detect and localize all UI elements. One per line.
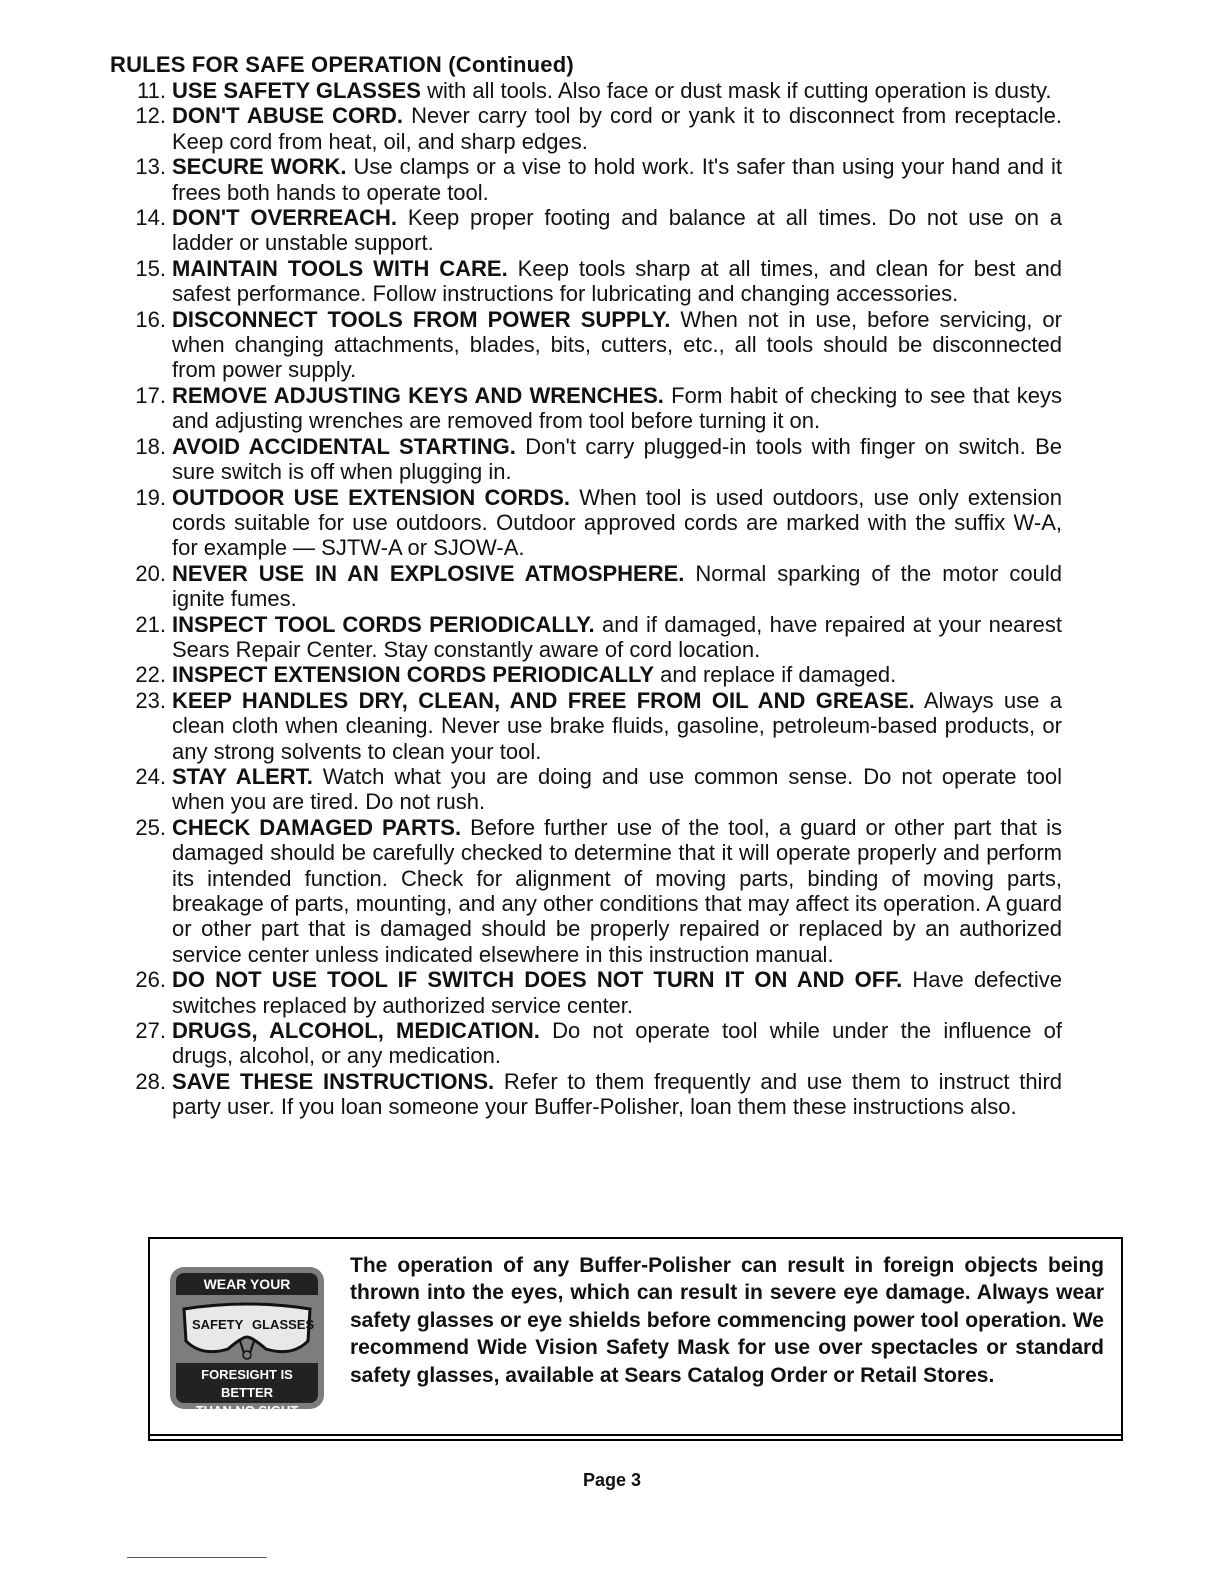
rule-text: Have defective switches replaced by authorized service center. bbox=[172, 967, 1062, 1018]
page-number: Page 3 bbox=[582, 1470, 642, 1490]
rule-number: 14. bbox=[135, 205, 166, 231]
rule-item bbox=[110, 154, 1062, 205]
rule-item bbox=[110, 256, 1062, 307]
rule-number: 19. bbox=[135, 484, 166, 510]
footer-rule bbox=[127, 1557, 267, 1558]
rule-item bbox=[110, 688, 1062, 764]
badge-left-lens-text: SAFETY bbox=[192, 1317, 244, 1332]
rule-title: DON'T ABUSE CORD. bbox=[172, 103, 403, 129]
rule-number: 11. bbox=[137, 78, 166, 103]
badge-bottom-label bbox=[176, 1363, 318, 1418]
rule-item bbox=[110, 205, 1062, 256]
rule-item bbox=[110, 1018, 1062, 1069]
rule-text: Normal sparking of the motor could ignite fumes. bbox=[172, 560, 1062, 612]
rule-item bbox=[110, 967, 1062, 1018]
rule-title: DRUGS, ALCOHOL, MEDICATION. bbox=[172, 1018, 540, 1044]
rule-item bbox=[110, 307, 1062, 383]
rule-title: REMOVE ADJUSTING KEYS AND WRENCHES. bbox=[172, 382, 664, 408]
rule-number: 28. bbox=[135, 1068, 166, 1094]
badge-bottom-line-2: THAN NO SIGHT bbox=[195, 1403, 299, 1418]
rule-title: INSPECT TOOL CORDS PERIODICALLY. bbox=[172, 611, 595, 637]
rule-text: with all tools. Also face or dust mask if cutting operation is dusty. bbox=[420, 78, 1052, 103]
rule-title: STAY ALERT. bbox=[172, 763, 313, 789]
rule-title: SECURE WORK. bbox=[172, 154, 347, 180]
rule-number: 16. bbox=[135, 306, 166, 332]
rule-item bbox=[110, 612, 1062, 663]
rule-text: Use clamps or a vise to hold work. It's safer than using your hand and it frees both hands to operate tool. bbox=[172, 154, 1063, 205]
rule-text: Form habit of checking to see that keys and adjusting wrenches are removed from tool before turning it on. bbox=[172, 382, 1062, 434]
rule-item bbox=[110, 78, 1062, 103]
rule-number: 12. bbox=[135, 103, 166, 129]
rule-number: 20. bbox=[135, 560, 166, 586]
rule-item bbox=[110, 383, 1062, 434]
rule-number: 15. bbox=[135, 255, 166, 281]
rule-title: SAVE THESE INSTRUCTIONS. bbox=[172, 1068, 495, 1094]
rule-text: Do not operate tool while under the influence of drugs, alcohol, or any medication. bbox=[172, 1018, 1063, 1069]
rule-title: DON'T OVERREACH. bbox=[172, 205, 398, 231]
badge-right-lens-text: GLASSES bbox=[252, 1317, 315, 1332]
rule-item bbox=[110, 434, 1062, 485]
rule-title: DISCONNECT TOOLS FROM POWER SUPPLY. bbox=[172, 306, 671, 332]
warning-box bbox=[148, 1237, 1123, 1441]
rule-text: and replace if damaged. bbox=[654, 662, 897, 688]
rule-item bbox=[110, 103, 1062, 154]
rule-title: KEEP HANDLES DRY, CLEAN, AND FREE FROM OIL AND GREASE. bbox=[172, 687, 915, 713]
rule-text: When tool is used outdoors, use only extension cords suitable for use outdoors. Outdoor approved cords are marked with the suffix W-A, for example — SJTW-A or SJOW-A. bbox=[172, 484, 1062, 561]
rule-title: USE SAFETY GLASSES bbox=[172, 78, 421, 103]
rule-number: 23. bbox=[135, 687, 166, 713]
rule-item bbox=[110, 1069, 1062, 1120]
rule-title: INSPECT EXTENSION CORDS PERIODICALLY bbox=[172, 662, 655, 688]
rule-title: DO NOT USE TOOL IF SWITCH DOES NOT TURN IT ON AND OFF. bbox=[172, 967, 903, 993]
safety-glasses-badge bbox=[170, 1267, 324, 1418]
rule-item bbox=[110, 662, 1062, 687]
rule-item bbox=[110, 561, 1062, 612]
rule-text: Before further use of the tool, a guard or other part that is damaged should be carefully checked to determine that it will operate properly and perform its intended function. Check for alignment of moving parts, binding of moving parts, breakage of parts, mounting, and any other conditions that may affect its operation. A guard or other part that is damaged should be properly repaired or replaced by an authorized service center unless indicated elsewhere in this instruction manual. bbox=[172, 814, 1062, 967]
rule-title: NEVER USE IN AN EXPLOSIVE ATMOSPHERE. bbox=[172, 560, 685, 586]
rule-text: Don't carry plugged-in tools with finger on switch. Be sure switch is off when plugging in. bbox=[172, 433, 1063, 485]
rule-text: Refer to them frequently and use them to instruct third party user. If you loan someone your Buffer-Polisher, loan them these instructions also. bbox=[172, 1068, 1062, 1120]
rule-title: MAINTAIN TOOLS WITH CARE. bbox=[172, 255, 508, 281]
rule-item bbox=[110, 815, 1062, 967]
rule-number: 13. bbox=[135, 154, 166, 180]
rule-number: 27. bbox=[135, 1018, 166, 1044]
rule-text: Always use a clean cloth when cleaning. Never use brake fluids, gasoline, petroleum-based products, or any strong solvents to clean your tool. bbox=[172, 687, 1062, 764]
rule-item bbox=[110, 764, 1062, 815]
badge-top-label: WEAR YOUR bbox=[176, 1273, 318, 1295]
rule-title: OUTDOOR USE EXTENSION CORDS. bbox=[172, 484, 571, 510]
rules-list bbox=[110, 78, 1062, 1120]
badge-bottom-line-1: FORESIGHT IS BETTER bbox=[201, 1367, 293, 1400]
rule-title: CHECK DAMAGED PARTS. bbox=[172, 814, 462, 840]
rule-number: 18. bbox=[135, 433, 166, 459]
rule-number: 26. bbox=[135, 967, 166, 993]
rule-text: Never carry tool by cord or yank it to disconnect from receptacle. Keep cord from heat, oil, and sharp edges. bbox=[172, 103, 1062, 154]
warning-text: The operation of any Buffer-Polisher can result in foreign objects being thrown into the eyes, which can result in severe eye damage. Always wear safety glasses or eye shields before commencing power tool operation. We recommend Wide Vision Safety Mask for use over spectacles or standard safety glasses, available at Sears Catalog Order or Retail Stores. bbox=[350, 1254, 1104, 1387]
rule-number: 22. bbox=[135, 662, 166, 688]
section-heading: RULES FOR SAFE OPERATION (Continued) bbox=[110, 52, 574, 77]
rule-text: Watch what you are doing and use common sense. Do not operate tool when you are tired. Do not rush. bbox=[172, 763, 1062, 815]
rule-number: 17. bbox=[135, 382, 166, 408]
rule-text: When not in use, before servicing, or when changing attachments, blades, bits, cutters, etc., all tools should be disconnected from power supply. bbox=[172, 306, 1062, 383]
rule-item bbox=[110, 485, 1062, 561]
rule-text: and if damaged, have repaired at your nearest Sears Repair Center. Stay constantly aware of cord location. bbox=[172, 611, 1062, 662]
rule-number: 25. bbox=[135, 814, 166, 840]
rule-title: AVOID ACCIDENTAL STARTING. bbox=[172, 433, 516, 459]
rule-number: 24. bbox=[135, 763, 166, 789]
rule-text: Keep proper footing and balance at all times. Do not use on a ladder or unstable support. bbox=[172, 205, 1062, 256]
rule-text: Keep tools sharp at all times, and clean for best and safest performance. Follow instructions for lubricating and changing accessories. bbox=[172, 255, 1062, 307]
rule-number: 21. bbox=[135, 611, 166, 637]
